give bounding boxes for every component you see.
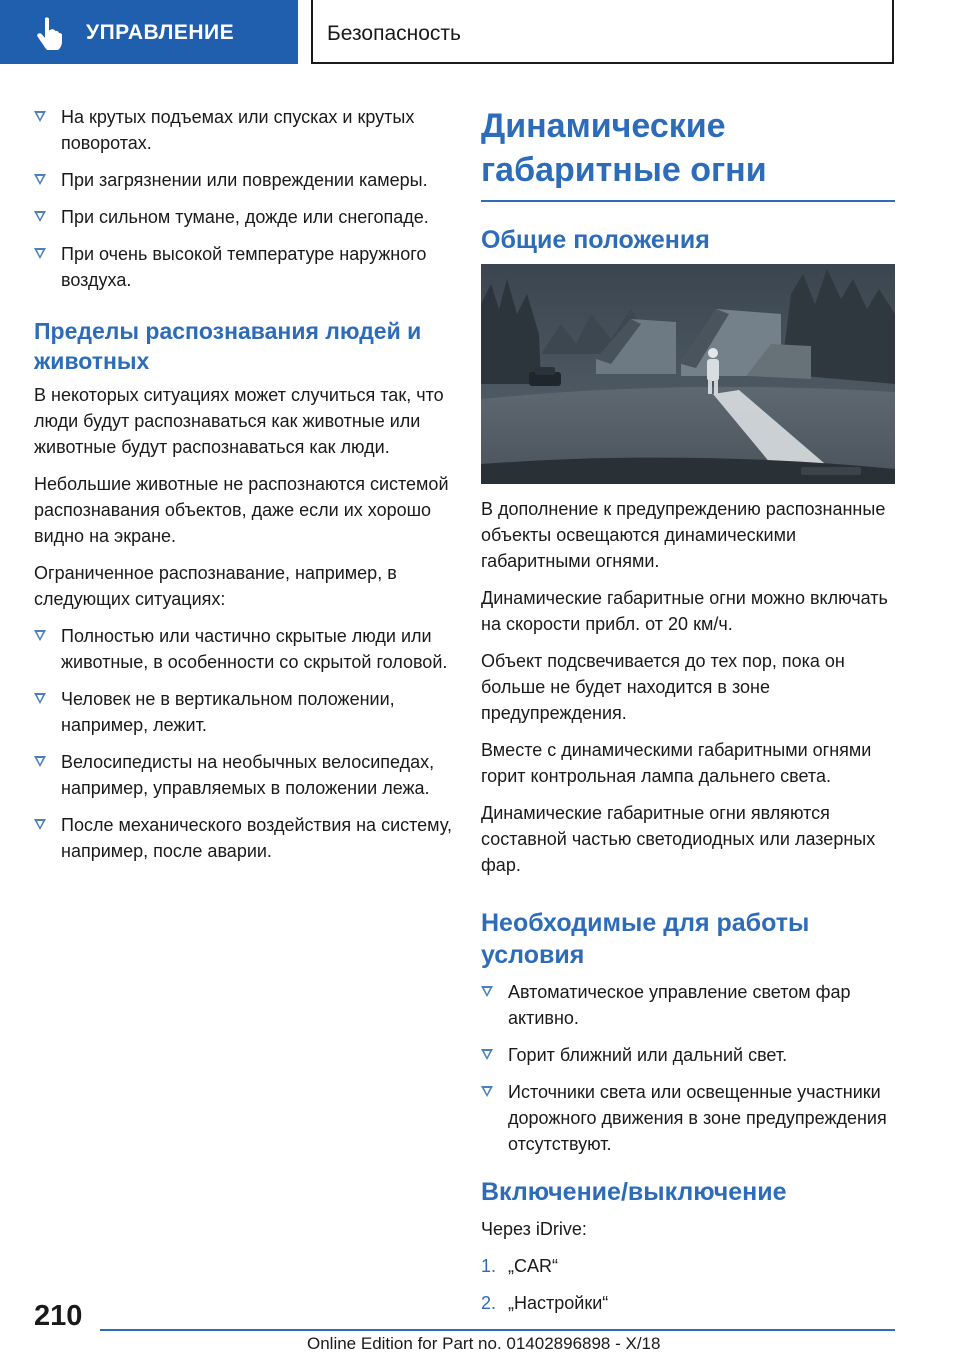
right-column <box>481 104 895 1327</box>
list-item: Человек не в вертикальном положении, например, лежит. <box>34 686 454 738</box>
chapter-tab[interactable] <box>0 0 298 64</box>
paragraph: В дополнение к предупреждению распознанные объекты освещаются динамическими габаритными огнями. <box>481 499 886 571</box>
section-heading: Пределы распознавания людей и животных <box>34 318 422 374</box>
night-road-illustration <box>481 264 895 484</box>
triangle-bullet-icon <box>34 630 46 641</box>
list-item: После механического воздействия на систему, например, после аварии. <box>34 812 454 864</box>
triangle-bullet-icon <box>34 248 46 259</box>
page-title: Динамические габаритные огни <box>481 104 895 202</box>
triangle-bullet-icon <box>34 819 46 830</box>
edition-text: Online Edition for Part no. 01402896898 - X/18 <box>307 1334 661 1353</box>
paragraph: Динамические габаритные огни можно включать на скорости прибл. от 20 км/ч. <box>481 588 888 634</box>
hand-pointer-icon <box>34 16 64 50</box>
triangle-bullet-icon <box>34 111 46 122</box>
triangle-bullet-icon <box>34 174 46 185</box>
step-text: „CAR“ <box>508 1256 558 1276</box>
step-text: „Настройки“ <box>508 1293 609 1313</box>
paragraph: Ограниченное распознавание, например, в следующих ситуациях: <box>34 563 397 609</box>
triangle-bullet-icon <box>481 986 493 997</box>
triangle-bullet-icon <box>481 1086 493 1097</box>
chapter-tab-label: УПРАВЛЕНИЕ <box>86 21 235 44</box>
recognition-limits-list <box>34 623 454 864</box>
triangle-bullet-icon <box>481 1049 493 1060</box>
section-title: Безопасность <box>327 22 461 45</box>
steps-list <box>481 1253 895 1316</box>
triangle-bullet-icon <box>34 693 46 704</box>
limits-list <box>34 104 454 293</box>
section-heading: Необходимые для работы условия <box>481 909 810 969</box>
step-item <box>481 1290 895 1316</box>
list-item: При очень высокой температуре наружного воздуха. <box>34 241 454 293</box>
paragraph: Динамические габаритные огни являются составной частью светодиодных или лазерных фар. <box>481 803 876 875</box>
list-item: При сильном тумане, дожде или снегопаде. <box>34 204 454 230</box>
list-item: Источники света или освещенные участники дорожного движения в зоне предупреждения отсутствуют. <box>481 1079 895 1157</box>
paragraph: Через iDrive: <box>481 1219 587 1239</box>
step-item <box>481 1253 895 1279</box>
section-heading: Общие положения <box>481 226 710 254</box>
list-item: Полностью или частично скрытые люди или животные, в особенности со скрытой головой. <box>34 623 454 675</box>
triangle-bullet-icon <box>34 211 46 222</box>
triangle-bullet-icon <box>34 756 46 767</box>
paragraph: Небольшие животные не распознаются системой распознавания объектов, даже если их хорошо видно на экране. <box>34 474 449 546</box>
list-item: Автоматическое управление светом фар активно. <box>481 979 895 1031</box>
section-title-box <box>311 0 894 64</box>
list-item: Велосипедисты на необычных велосипедах, например, управляемых в положении лежа. <box>34 749 454 801</box>
paragraph: Объект подсвечивается до тех пор, пока он больше не будет находится в зоне предупреждения. <box>481 651 845 723</box>
footer-divider <box>100 1329 895 1331</box>
list-item: Горит ближний или дальний свет. <box>481 1042 895 1068</box>
list-item: На крутых подъемах или спусках и крутых поворотах. <box>34 104 454 156</box>
step-number: 2. <box>481 1293 497 1313</box>
conditions-list <box>481 979 895 1157</box>
page-number: 210 <box>34 1300 83 1332</box>
section-heading: Включение/выключение <box>481 1178 787 1206</box>
list-item: При загрязнении или повреждении камеры. <box>34 167 454 193</box>
paragraph: В некоторых ситуациях может случиться так, что люди будут распознаваться как животные или животные будут распознаваться как люди. <box>34 385 444 457</box>
paragraph: Вместе с динамическими габаритными огнями горит контрольная лампа дальнего света. <box>481 740 872 786</box>
step-number: 1. <box>481 1256 497 1276</box>
left-column <box>34 104 454 875</box>
